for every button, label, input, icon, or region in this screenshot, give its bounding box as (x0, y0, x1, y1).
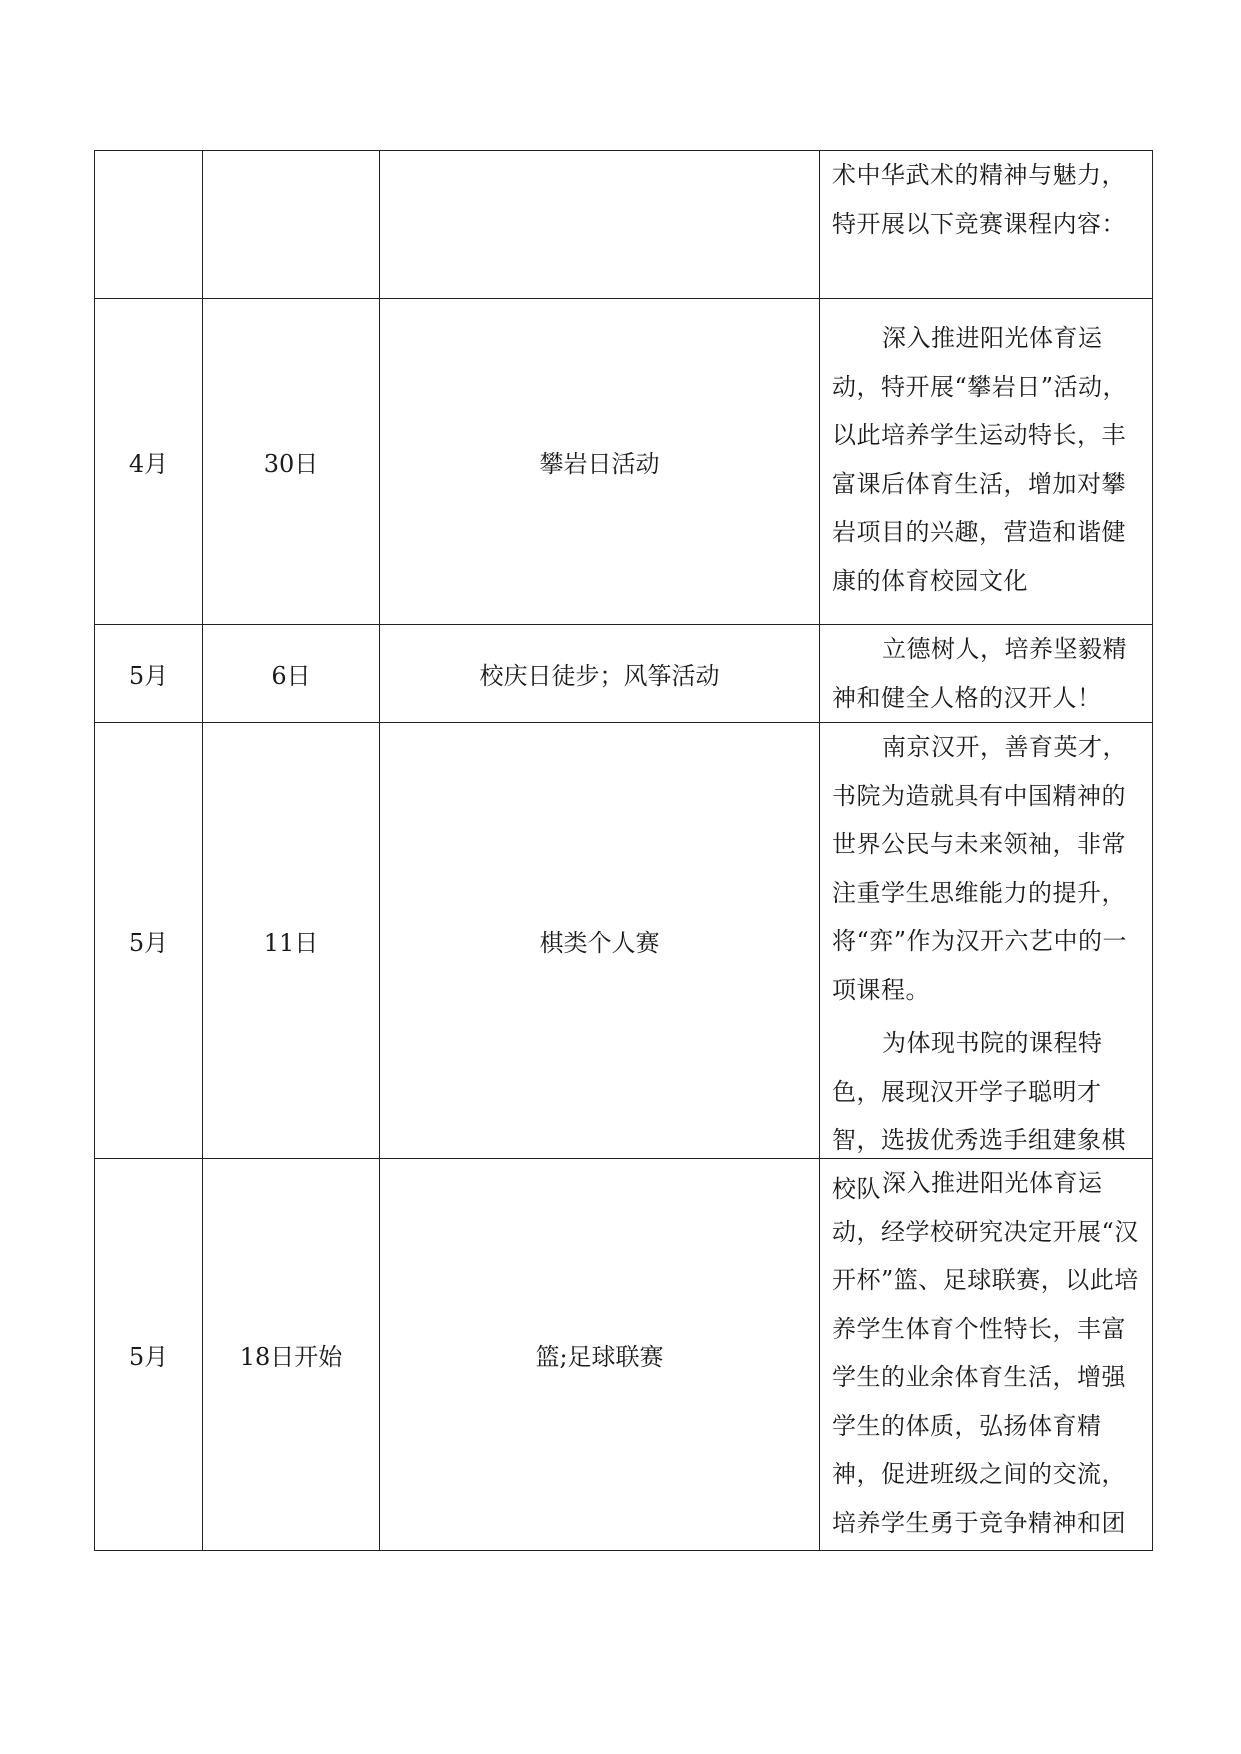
day-cell: 18日开始 (203, 1159, 380, 1551)
description-cell (820, 151, 1153, 299)
month-cell: 5月 (95, 625, 203, 723)
activity-cell: 校庆日徒步；风筝活动 (380, 625, 820, 723)
month-cell: 5月 (95, 1159, 203, 1551)
month-cell: 4月 (95, 299, 203, 625)
activity-cell: 攀岩日活动 (380, 299, 820, 625)
document-page (94, 150, 1152, 1551)
description-paragraph: 立德树人，培养坚毅精神和健全人格的汉开人！ (832, 635, 1127, 712)
description-cell (820, 1159, 1153, 1551)
description-paragraph: 为体现书院的课程特色，展现汉开学子聪明才智，选拔优秀选手组建象棋校队 (832, 1029, 1126, 1203)
description-paragraph: 术中华武术的精神与魅力，特开展以下竞赛课程内容： (832, 161, 1126, 238)
table-row (95, 1159, 1153, 1551)
day-cell: 30日 (203, 299, 380, 625)
table-row (95, 299, 1153, 625)
description-cell (820, 299, 1153, 625)
activity-schedule-table (94, 150, 1153, 1551)
month-cell: 5月 (95, 723, 203, 1159)
activity-cell: 棋类个人赛 (380, 723, 820, 1159)
table-row (95, 151, 1153, 299)
description-cell (820, 625, 1153, 723)
description-paragraph: 深入推进阳光体育运动，经学校研究决定开展“汉开杯”篮、足球联赛，以此培养学生体育个性特长，丰富学生的业余体育生活，增强学生的体质，弘扬体育精神，促进班级之间的交流，培养学生勇于竞争精神和团 (832, 1169, 1139, 1537)
table-row (95, 625, 1153, 723)
day-cell: 11日 (203, 723, 380, 1159)
day-cell (203, 151, 380, 299)
description-cell (820, 723, 1153, 1203)
table-row (95, 723, 1153, 1159)
activity-cell: 篮;足球联赛 (380, 1159, 820, 1551)
month-cell (95, 151, 203, 299)
description-paragraph: 深入推进阳光体育运动，特开展“攀岩日”活动，以此培养学生运动特长，丰富课后体育生活，增加对攀岩项目的兴趣，营造和谐健康的体育校园文化 (832, 324, 1128, 595)
description-paragraph: 南京汉开，善育英才，书院为造就具有中国精神的世界公民与未来领袖，非常注重学生思维能力的提升，将“弈”作为汉开六艺中的一项课程。 (832, 733, 1128, 1004)
day-cell: 6日 (203, 625, 380, 723)
activity-cell (380, 151, 820, 299)
